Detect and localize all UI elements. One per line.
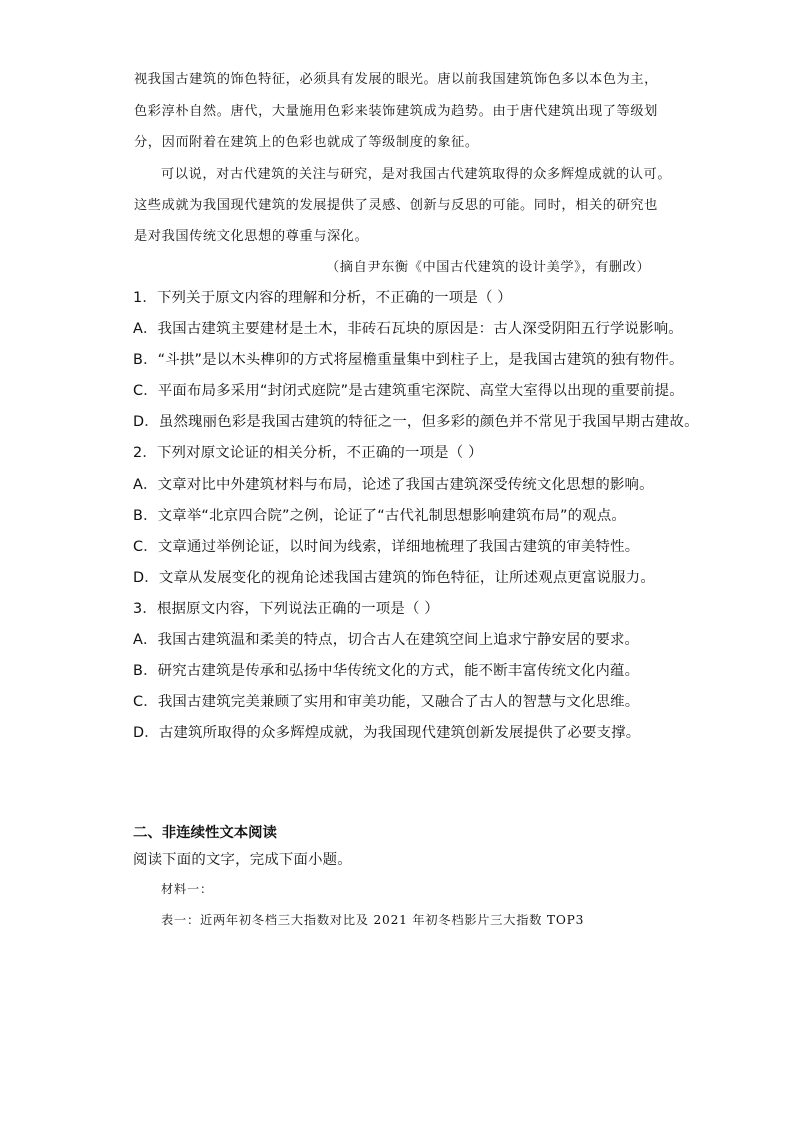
question-stem: 1．下列关于原文内容的理解和分析，不正确的一项是（ ） (133, 290, 512, 306)
passage-line: 可以说，对古代建筑的关注与研究，是对我国古代建筑取得的众多辉煌成就的认可。 (161, 167, 672, 182)
passage-line: 是对我国传统文化思想的尊重与深化。 (134, 229, 369, 244)
question-option: B．研究古建筑是传承和弘扬中华传统文化的方式，能不断丰富传统文化内蕴。 (133, 663, 640, 679)
question-option: D．文章从发展变化的视角论述我国古建筑的饰色特征，让所述观点更富说服力。 (133, 570, 655, 586)
question-stem: 2．下列对原文论证的相关分析，不正确的一项是（ ） (133, 445, 483, 461)
question-option: B．“斗拱”是以木头榫卯的方式将屋檐重量集中到柱子上，是我国古建筑的独有物件。 (133, 352, 684, 368)
passage-line: 色彩淳朴自然。唐代，大量施用色彩来装饰建筑成为趋势。由于唐代建筑出现了等级划 (134, 104, 658, 119)
question-option: A．我国古建筑主要建材是土木，非砖石瓦块的原因是：古人深受阴阳五行学说影响。 (133, 321, 683, 337)
question-option: B．文章举“北京四合院”之例，论证了“古代礼制思想影响建筑布局”的观点。 (133, 508, 627, 524)
passage-line: 分，因而附着在建筑上的色彩也就成了等级制度的象征。 (134, 135, 479, 150)
question-option: C．平面布局多采用“封闭式庭院”是古建筑重宅深院、高堂大室得以出现的重要前提。 (133, 383, 684, 399)
question-stem: 3．根据原文内容，下列说法正确的一项是（ ） (133, 601, 439, 617)
question-option: D．虽然瑰丽色彩是我国古建筑的特征之一，但多彩的颜色并不常见于我国早期古建故。 (133, 414, 699, 430)
section-instruction: 阅读下面的文字，完成下面小题。 (133, 852, 352, 868)
question-option: C．我国古建筑完美兼顾了实用和审美功能，又融合了古人的智慧与文化思维。 (133, 694, 640, 710)
question-option: D．古建筑所取得的众多辉煌成就，为我国现代建筑创新发展提供了必要支撑。 (133, 725, 641, 741)
material-label: 材料一： (161, 882, 213, 896)
section-heading: 二、非连续性文本阅读 (133, 825, 277, 841)
passage-source: （摘自尹东衡《中国古代建筑的设计美学》，有删改） (326, 260, 651, 275)
question-option: C．文章通过举例论证，以时间为线索，详细地梳理了我国古建筑的审美特性。 (133, 539, 640, 555)
table-caption: 表一：近两年初冬档三大指数对比及 2021 年初冬档影片三大指数 TOP3 (161, 913, 585, 927)
passage-line: 视我国古建筑的饰色特征，必须具有发展的眼光。唐以前我国建筑饰色多以本色为主， (134, 72, 658, 87)
question-option: A．我国古建筑温和柔美的特点，切合古人在建筑空间上追求宁静安居的要求。 (133, 632, 640, 648)
passage-line: 这些成就为我国现代建筑的发展提供了灵感、创新与反思的可能。同时，相关的研究也 (134, 198, 658, 213)
question-option: A．文章对比中外建筑材料与布局，论述了我国古建筑深受传统文化思想的影响。 (133, 477, 654, 493)
